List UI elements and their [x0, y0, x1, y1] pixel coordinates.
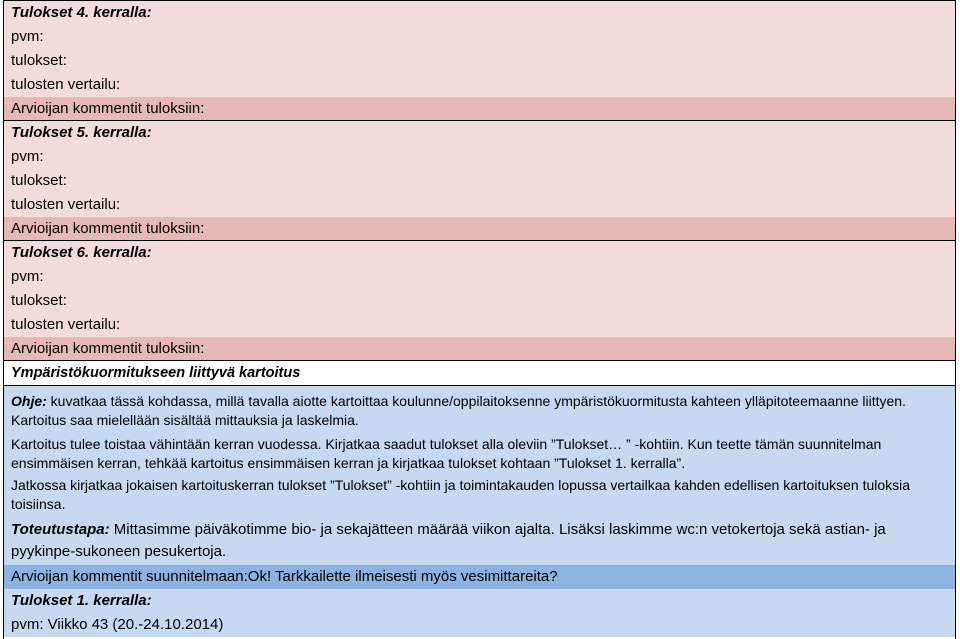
results-5-block — [4, 121, 955, 241]
results-1-date: pvm: Viikko 43 (20.-24.10.2014) — [11, 616, 224, 633]
instructions-paragraph — [4, 392, 955, 430]
implementation-paragraph — [4, 519, 955, 565]
results-5-evaluator-comment: Arvioijan kommentit tuloksiin: — [4, 217, 955, 240]
repeat-paragraph: Kartoitus tulee toistaa vähintään kerran vuodessa. Kirjatkaa saadut tulokset alla oleviin ”Tulokset… ” -kohtiin. Kun teette tämän suunnitelman ensimmäisen kerran, tehkää kartoitus ensimmäisen kerran ja kirjatkaa tulokset kohtaan ”Tulokset 1. kerralla”. — [11, 436, 882, 471]
continuation-paragraph: Jatkossa kirjatkaa jokaisen kartoituskerran tulokset ”Tulokset” -kohtiin ja toimintakauden lopussa vertailkaa kahden edellisen kartoituksen tuloksia toisiinsa. — [11, 477, 911, 512]
results-5-comparison: tulosten vertailu: — [11, 196, 121, 213]
plan-evaluator-comment: Arvioijan kommentit suunnitelmaan:Ok! Tarkkailette ilmeisesti myös vesimittareita? — [4, 565, 955, 589]
results-1-title: Tulokset 1. kerralla: — [11, 592, 152, 609]
document-table — [3, 0, 956, 639]
toteutustapa-text: Mittasimme päiväkotimme bio- ja sekajätteen määrää viikon ajalta. Lisäksi laskimme wc:n vetokertoja sekä astian- ja pyykinpe-sukoneen pesukertoja. — [11, 521, 886, 560]
results-6-block — [4, 241, 955, 361]
results-4-results: tulokset: — [11, 52, 67, 69]
results-6-comparison: tulosten vertailu: — [11, 316, 121, 333]
ohje-text: kuvatkaa tässä kohdassa, millä tavalla aiotte kartoittaa koulunne/oppilaitoksenne ympäristökuormitusta kahteen ylläpitoteemaanne liittyen. Kartoitus saa mielellään sisältää mittauksia ja laskelmia. — [11, 393, 906, 428]
results-6-title: Tulokset 6. kerralla: — [11, 244, 152, 261]
results-4-comparison: tulosten vertailu: — [11, 76, 121, 93]
section-heading: Ympäristökuormitukseen liittyvä kartoitus — [4, 361, 955, 386]
results-4-block — [4, 1, 955, 121]
results-4-evaluator-comment: Arvioijan kommentit tuloksiin: — [4, 97, 955, 120]
results-6-results: tulokset: — [11, 292, 67, 309]
results-6-evaluator-comment: Arvioijan kommentit tuloksiin: — [4, 337, 955, 360]
ohje-label: Ohje: — [11, 393, 47, 409]
instructions-block — [4, 386, 955, 637]
results-6-date: pvm: — [11, 268, 44, 285]
results-5-title: Tulokset 5. kerralla: — [11, 124, 152, 141]
results-4-title: Tulokset 4. kerralla: — [11, 4, 152, 21]
results-5-date: pvm: — [11, 148, 44, 165]
results-4-date: pvm: — [11, 28, 44, 45]
results-5-results: tulokset: — [11, 172, 67, 189]
toteutustapa-label: Toteutustapa: — [11, 521, 110, 538]
